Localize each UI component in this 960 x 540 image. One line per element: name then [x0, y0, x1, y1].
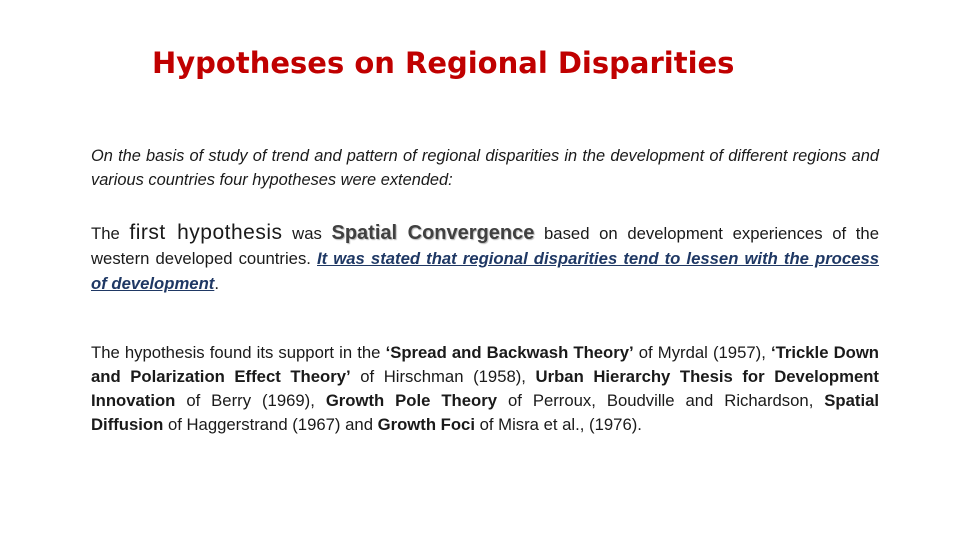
growth-pole-theory: Growth Pole Theory	[325, 391, 497, 410]
support-text-6: of Haggerstrand (1967) and	[167, 415, 373, 434]
slide-title: Hypotheses on Regional Disparities	[152, 46, 735, 80]
hypothesis-the: The	[91, 224, 120, 243]
support-text-3: of Hirschman (1958),	[360, 367, 526, 386]
growth-foci: Growth Foci	[377, 415, 475, 434]
support-text-4: of Berry (1969),	[186, 391, 315, 410]
hypothesis-first-label: first hypothesis	[129, 221, 283, 244]
spatial-convergence-term: Spatial Convergence	[331, 222, 535, 244]
support-paragraph	[91, 341, 879, 437]
trickle-down-theory: ‘Trickle Down and Polarization Effect Theory’	[91, 343, 879, 386]
intro-paragraph: On the basis of study of trend and pattern of regional disparities in the development of different regions and various countries four hypotheses were extended:	[91, 147, 879, 189]
support-text-2: of Myrdal (1957),	[638, 343, 766, 362]
support-text-5: of Perroux, Boudville and Richardson,	[507, 391, 814, 410]
hypothesis-rest: based on development experiences of the western developed countries.	[91, 224, 879, 268]
support-text-7: of Misra et al., (1976).	[479, 415, 642, 434]
first-hypothesis-paragraph	[91, 220, 879, 296]
hypothesis-was: was	[292, 224, 322, 243]
hypothesis-end: .	[214, 274, 219, 293]
spatial-diffusion: Spatial Diffusion	[91, 391, 879, 434]
spread-backwash-theory: ‘Spread and Backwash Theory’	[385, 343, 634, 362]
support-text-1: The hypothesis found its support in the	[91, 343, 381, 362]
hypothesis-statement: It was stated that regional disparities tend to lessen with the process of development	[91, 249, 880, 293]
urban-hierarchy-thesis: Urban Hierarchy Thesis for Development Innovation	[91, 367, 879, 410]
